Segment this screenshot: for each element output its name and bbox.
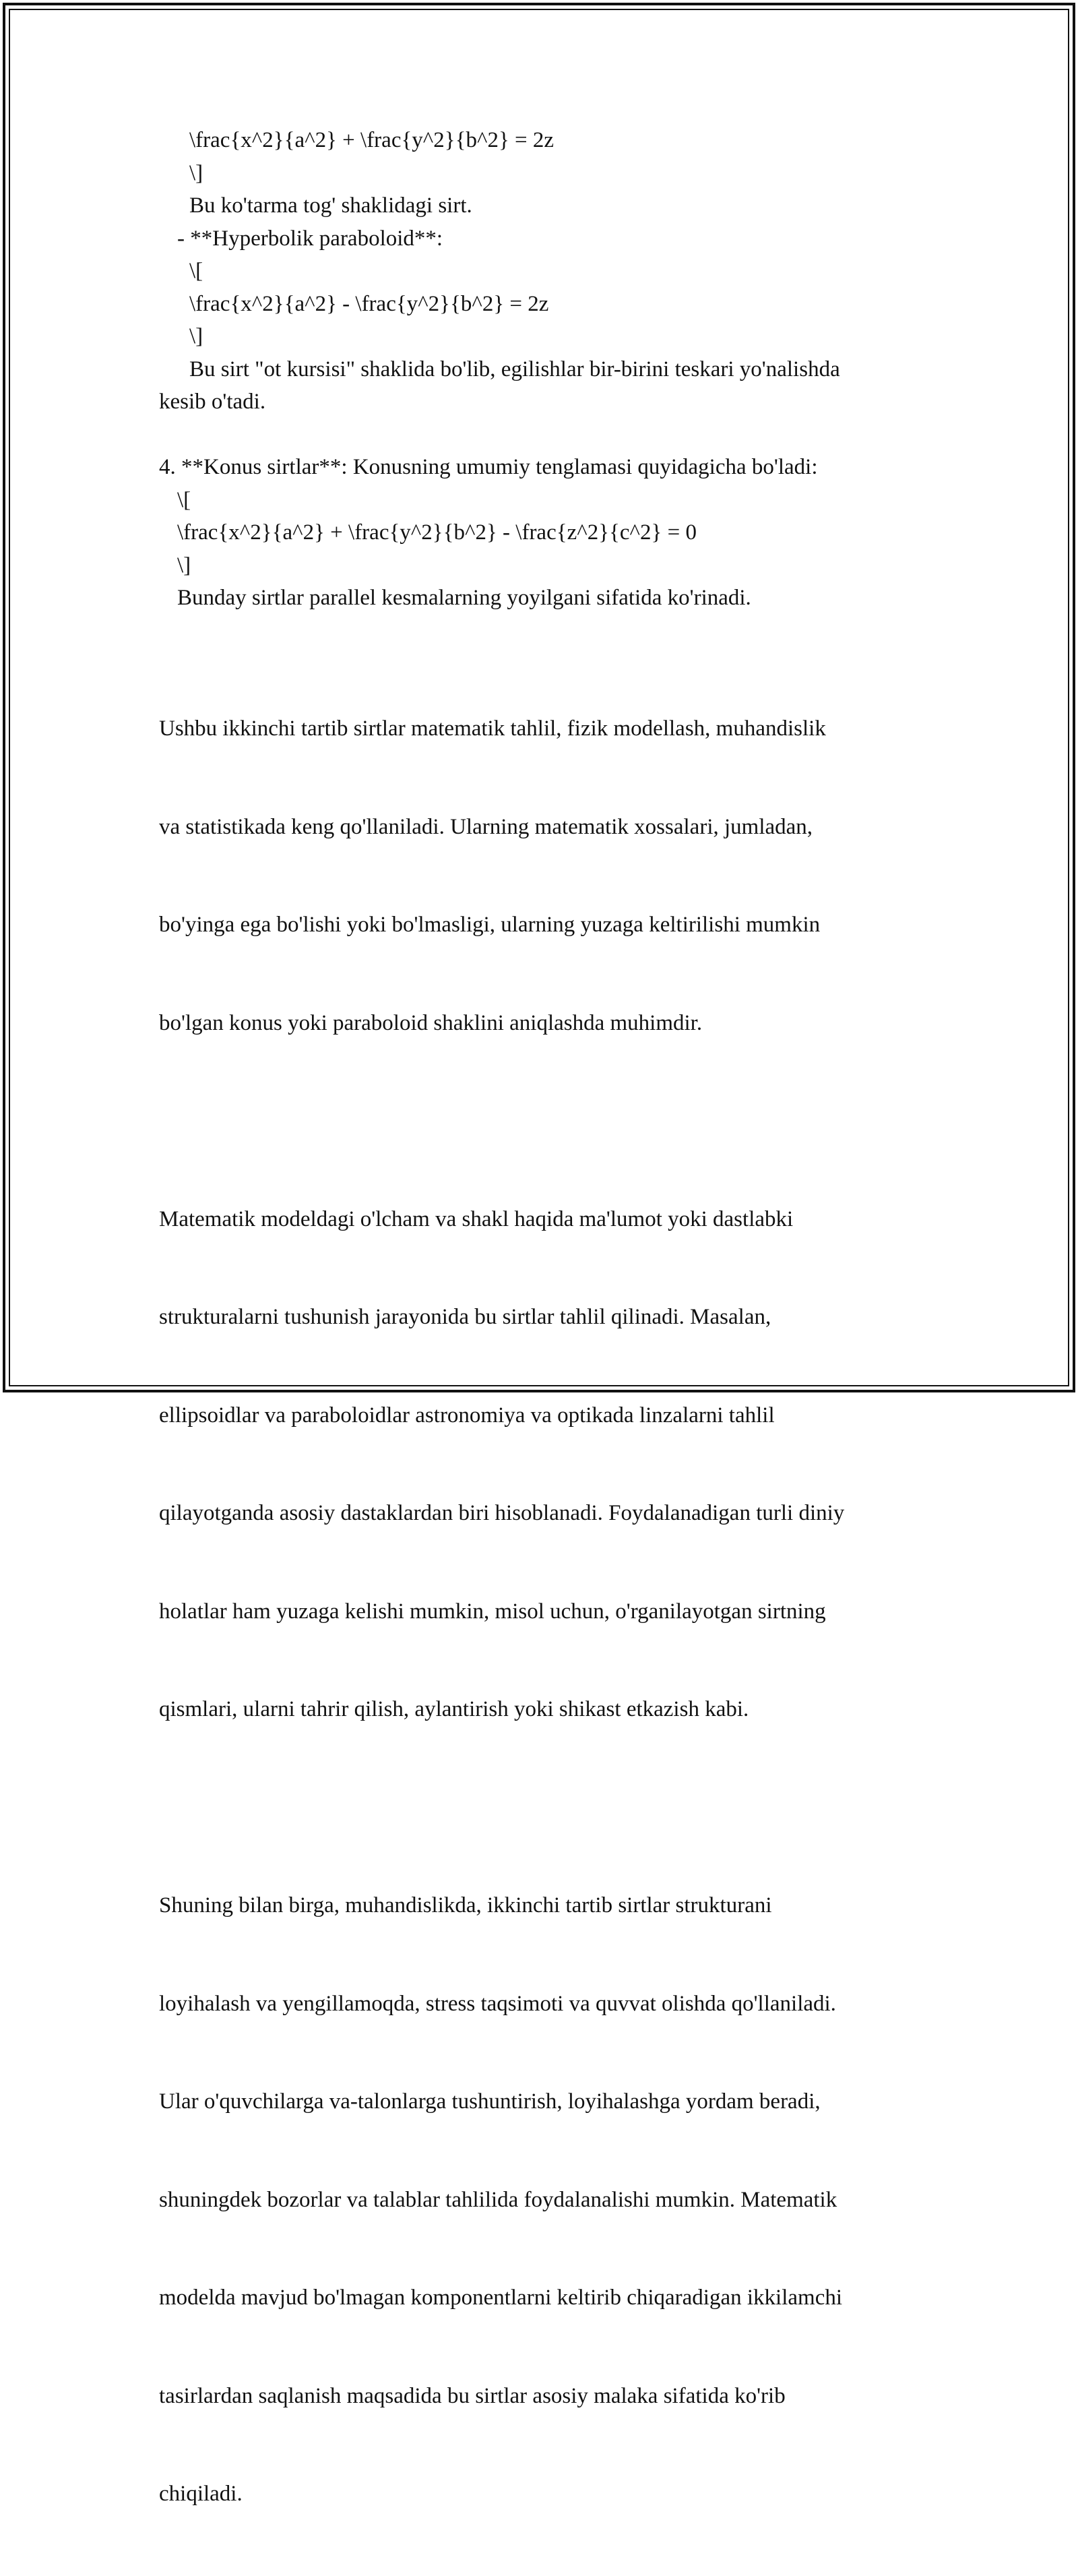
paragraph-line: shuningdek bozorlar va talablar tahlilida foydalanalishi mumkin. Matematik — [159, 2187, 837, 2212]
paragraph-line: tasirlardan saqlanish maqsadida bu sirtlar asosiy malaka sifatida ko'rib — [159, 2383, 786, 2408]
paragraph-line: loyihalash va yengillamoqda, stress taqsimoti va quvvat olishda qo'llaniladi. — [159, 1991, 836, 2016]
spacer — [159, 615, 941, 648]
paragraph-modeling — [159, 1138, 941, 1791]
paragraph-line: qilayotganda asosiy dastaklardan biri hisoblanadi. Foydalanadigan turli diniy — [159, 1501, 845, 1525]
hyperbolic-formula-close: \] — [189, 324, 203, 348]
spacer — [159, 1105, 941, 1138]
cone-formula-close: \] — [177, 553, 191, 578]
hyperbolic-paraboloid-formula: \frac{x^2}{a^2} - \frac{y^2}{b^2} = 2z — [189, 291, 549, 316]
paragraph-line: Matematik modeldagi o'lcham va shakl haqida ma'lumot yoki dastlabki — [159, 1206, 794, 1231]
paragraph-line: Shuning bilan birga, muhandislikda, ikkinchi tartib sirtlar strukturani — [159, 1893, 772, 1918]
cone-formula: \frac{x^2}{a^2} + \frac{y^2}{b^2} - \frac{z^2}{c^2} = 0 — [177, 520, 697, 545]
elliptic-paraboloid-formula: \frac{x^2}{a^2} + \frac{y^2}{b^2} = 2z — [189, 128, 554, 152]
paragraph-engineering — [159, 1824, 941, 2576]
cone-formula-open: \[ — [177, 487, 191, 512]
hyperbolic-paraboloid-description: Bu sirt "ot kursisi" shaklida bo'lib, egilishlar bir-birini teskari yo'nalishda — [189, 357, 840, 381]
paragraph-line: ellipsoidlar va paraboloidlar astronomiya va optikada linzalarni tahlil — [159, 1403, 775, 1428]
spacer — [159, 1791, 941, 1824]
document-body — [159, 124, 941, 2576]
paragraph-line: va statistikada keng qo'llaniladi. Ularning matematik xossalari, jumladan, — [159, 814, 813, 839]
paragraph-line: holatlar ham yuzaga kelishi mumkin, misol uchun, o'rganilayotgan sirtning — [159, 1599, 826, 1624]
paragraph-line: qismlari, ularni tahrir qilish, aylantirish yoki shikast etkazish kabi. — [159, 1697, 749, 1721]
paragraph-line: bo'yinga ega bo'lishi yoki bo'lmasligi, ularning yuzaga keltirilishi mumkin — [159, 913, 821, 937]
hyperbolic-paraboloid-description-cont: kesib o'tadi. — [159, 390, 266, 414]
elliptic-paraboloid-description: Bu ko'tarma tog' shaklidagi sirt. — [189, 193, 472, 218]
elliptic-formula-close: \] — [189, 160, 203, 185]
cone-section-heading: 4. **Konus sirtlar**: Konusning umumiy tenglamasi quyidagicha bo'ladi: — [159, 455, 818, 479]
paragraph-line: Ushbu ikkinchi tartib sirtlar matematik tahlil, fizik modellash, muhandislik — [159, 716, 826, 741]
cone-description: Bunday sirtlar parallel kesmalarning yoyilgani sifatida ko'rinadi. — [177, 586, 751, 610]
paragraph-line: chiqiladi. — [159, 2482, 243, 2506]
paragraph-line: strukturalarni tushunish jarayonida bu sirtlar tahlil qilinadi. Masalan, — [159, 1305, 771, 1329]
paragraph-line: modelda mavjud bo'lmagan komponentlarni keltirib chiqaradigan ikkilamchi — [159, 2286, 843, 2310]
hyperbolic-formula-open: \[ — [189, 259, 203, 283]
paragraph-applications — [159, 647, 941, 1105]
hyperbolic-paraboloid-heading: - **Hyperbolik paraboloid**: — [177, 226, 443, 251]
spacer — [159, 419, 941, 452]
paragraph-line: bo'lgan konus yoki paraboloid shaklini aniqlashda muhimdir. — [159, 1010, 703, 1035]
paragraph-line: Ular o'quvchilarga va-talonlarga tushuntirish, loyihalashga yordam beradi, — [159, 2089, 821, 2114]
